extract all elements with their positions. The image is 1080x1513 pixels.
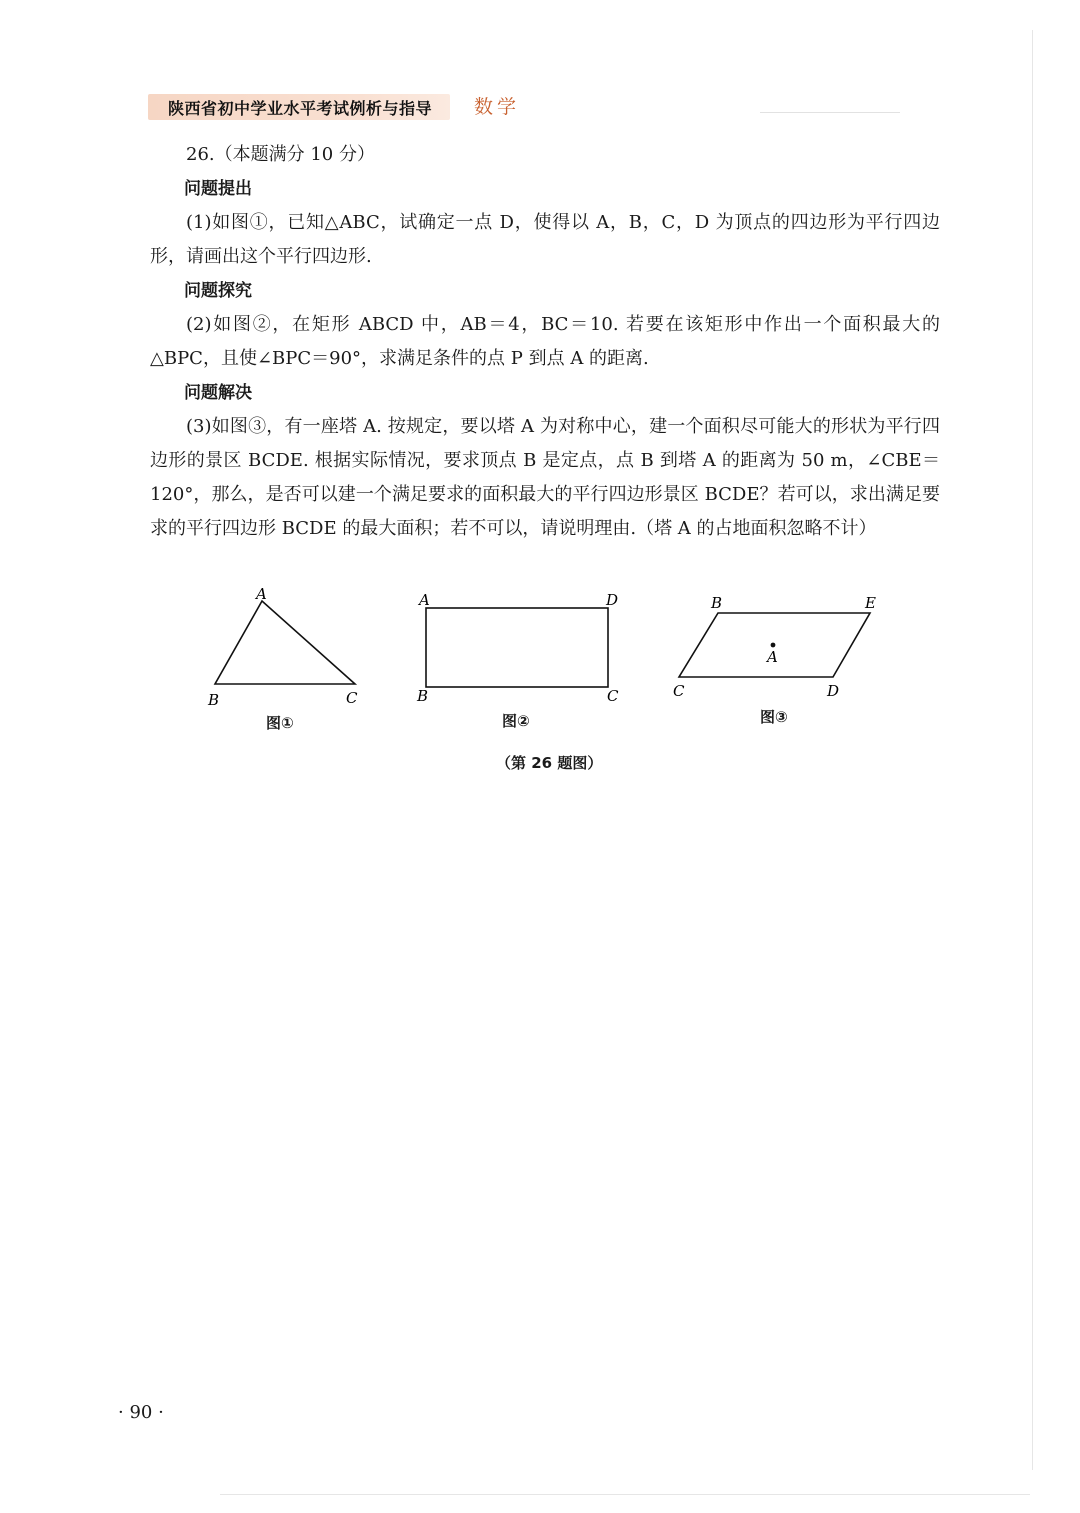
- subject-label: 数学: [474, 96, 521, 118]
- question-part-1: (1)如图①，已知△ABC，试确定一点 D，使得以 A，B，C，D 为顶点的四边形为平行四边形，请画出这个平行四边形.: [150, 212, 940, 267]
- fig1-caption: 图①: [266, 714, 294, 732]
- fig3-label-b: B: [711, 594, 723, 612]
- fig3-label-d: D: [827, 682, 840, 700]
- question-part-3: (3)如图③，有一座塔 A. 按规定，要以塔 A 为对称中心，建一个面积尽可能大的形状为平行四边形的景区 BCDE. 根据实际情况，要求顶点 B 是定点，点 B 到塔 A 的距离为 50 m，∠CBE＝120°，那么，是否可以建一个满足要求的面积最大的平行四边形景区 BCDE？若可以，求出满足要求的平行四边形 BCDE 的最大面积；若不可以，请说明理由.（塔 A 的占地面积忽略不计）: [150, 416, 940, 539]
- question-number: 26.（本题满分 10 分）: [186, 144, 375, 165]
- triangle-abc: [215, 601, 355, 684]
- figure-group-caption: （第 26 题图）: [496, 754, 603, 772]
- tower-point-a: [771, 643, 776, 648]
- page-edge-right: [1032, 30, 1033, 1470]
- fig3-label-e: E: [865, 594, 876, 612]
- fig1-label-b: B: [208, 691, 220, 709]
- fig1-label-c: C: [346, 689, 358, 707]
- book-title: 陕西省初中学业水平考试例析与指导: [168, 99, 433, 118]
- question-part-2: (2)如图②，在矩形 ABCD 中，AB＝4，BC＝10. 若要在该矩形中作出一个面积最大的△BPC，且使∠BPC＝90°，求满足条件的点 P 到点 A 的距离.: [150, 314, 940, 369]
- fig2-caption: 图②: [502, 712, 530, 730]
- figure-1-triangle: [200, 585, 370, 710]
- fig2-label-c: C: [607, 687, 619, 705]
- fig3-label-a: A: [767, 648, 778, 666]
- fig1-label-a: A: [256, 585, 267, 603]
- header-rule: [760, 112, 900, 113]
- page-edge-bottom: [220, 1494, 1030, 1495]
- rectangle-abcd: [426, 608, 608, 687]
- fig3-caption: 图③: [760, 708, 788, 726]
- fig3-label-c: C: [673, 682, 685, 700]
- section-title-2: 问题探究: [184, 281, 252, 301]
- fig2-label-b: B: [417, 687, 429, 705]
- fig2-label-a: A: [419, 591, 430, 609]
- figure-3-parallelogram: [665, 588, 900, 708]
- question-body: [150, 138, 940, 546]
- page-number: · 90 ·: [118, 1402, 164, 1423]
- figure-2-rectangle: [410, 588, 630, 708]
- section-title-3: 问题解决: [184, 383, 252, 403]
- section-title-1: 问题提出: [184, 179, 252, 199]
- fig2-label-d: D: [606, 591, 619, 609]
